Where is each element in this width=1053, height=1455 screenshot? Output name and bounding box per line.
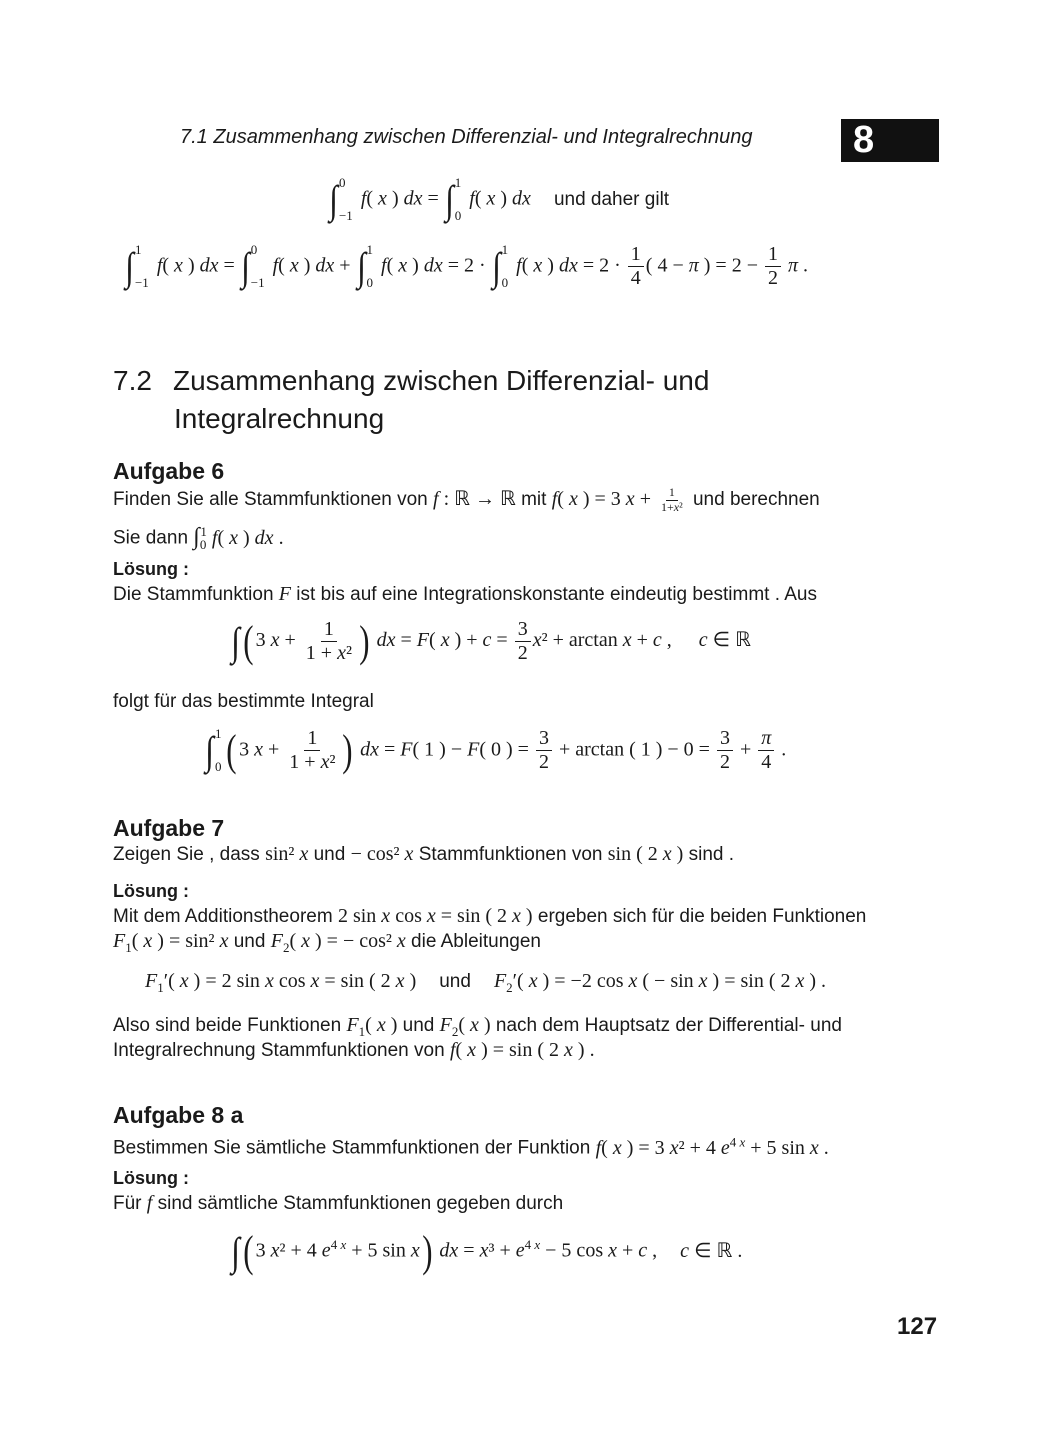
und-daher-gilt: und daher gilt bbox=[553, 188, 670, 210]
aufgabe-6-loesung-text: Die Stammfunktion F ist bis auf eine Integrationskonstante eindeutig bestimmt . Aus bbox=[113, 583, 817, 605]
aufgabe-6-heading: Aufgabe 6 bbox=[113, 458, 225, 484]
equation-und: und bbox=[439, 971, 471, 992]
aufgabe-7-loesung-line1: Mit dem Additionstheorem 2 sin x cos x = sin ( 2 x ) ergeben sich für die beiden Funktionen bbox=[113, 905, 867, 927]
aufgabe-6-loesung-label: Lösung : bbox=[113, 559, 189, 579]
aufgabe-6-text-line1: Finden Sie alle Stammfunktionen von f : ℝ → ℝ mit f( x ) = 3 x + $\frac{1}{\text{1+x²}}$ und berechnen bbox=[113, 485, 820, 514]
aufgabe-7-loesung-line2: $F_1$( x ) = sin² x und $F_2$( x ) = − cos² x die Ableitungen bbox=[113, 930, 541, 955]
section-title-line2: Integralrechnung bbox=[174, 403, 385, 434]
aufgabe-7-heading: Aufgabe 7 bbox=[113, 815, 225, 841]
section-heading bbox=[113, 362, 709, 438]
equation-symmetry: ∫ 0 −1 f( x ) dx = ∫ 1 0 f( x ) dx und daher gilt bbox=[329, 175, 670, 223]
aufgabe-7-text: Zeigen Sie , dass sin² x und − cos² x Stammfunktionen von sin ( 2 x ) sind . bbox=[113, 843, 735, 865]
aufgabe-8a-heading: Aufgabe 8 a bbox=[113, 1102, 244, 1128]
aufgabe-8a-text: Bestimmen Sie sämtliche Stammfunktionen der Funktion f( x ) = 3 x² + 4 $e^{4 x} + 5$ sin x . bbox=[113, 1134, 829, 1159]
aufgabe-7-loesung-line4: Integralrechnung Stammfunktionen von f( x ) = sin ( 2 x ) . bbox=[113, 1039, 595, 1061]
equation-derivatives-7: $F_1'$( x ) = 2 sin x cos x = sin ( 2 x ) und $F_2'$( x ) = −2 cos x ( − sin x ) = sin ( 2 x ) . bbox=[145, 970, 827, 995]
page-number: 127 bbox=[897, 1313, 938, 1340]
aufgabe-7-loesung-line3: Also sind beide Funktionen $F_1$( x ) und $F_2$( x ) nach dem Hauptsatz der Differential- und bbox=[113, 1014, 842, 1039]
aufgabe-8a-loesung-label: Lösung : bbox=[113, 1168, 189, 1188]
equation-result-7-1: ∫ 1 −1 f( x ) dx = ∫ 0 −1 f( x ) dx + ∫ 1 0 f( x ) dx = 2 · ∫ 1 0 f( x ) dx = 2 · $\frac{1}{4}$ ( 4 − π ) = 2 − $\frac{1}{2}$ π . bbox=[125, 242, 809, 290]
aufgabe-6-text-line2: Sie dann $\int_0^1$ f( x ) dx . bbox=[113, 523, 284, 552]
section-number: 7.2 bbox=[113, 365, 152, 396]
aufgabe-7-loesung-label: Lösung : bbox=[113, 881, 189, 901]
section-title-line1: Zusammenhang zwischen Differenzial- und bbox=[173, 365, 710, 396]
equation-definite-6: ∫ 1 0 ( 3 x + $\frac{1}{\text{1 + x²}}$ ) dx = F( 1 ) − F( 0 ) = $\frac{3}{2}$ + arctan ( 1 ) − 0 = $\frac{3}{2}$ + $\frac{\pi}{4}$ . bbox=[205, 725, 787, 775]
aufgabe-8a-loesung-line1: Für f sind sämtliche Stammfunktionen gegeben durch bbox=[113, 1192, 564, 1214]
equation-antiderivative-8a: ∫( 3 x² + 4 $e^{4 x} + 5$ sin x) dx = $x^3 + e^{4 x} - 5$ cos x + c , c ∈ ℝ . bbox=[231, 1227, 743, 1276]
equation-antiderivative-6: ∫( 3 x + $\frac{1}{\text{1 + x²}}$ ) dx = F( x ) + c = $\frac{3}{2}$ x² + arctan x + c , c ∈ ℝ bbox=[231, 616, 751, 666]
chapter-badge bbox=[841, 119, 939, 162]
running-title: 7.1 Zusammenhang zwischen Differenzial- und Integralrechnung bbox=[180, 126, 753, 148]
chapter-number: 8 bbox=[853, 119, 875, 161]
aufgabe-6-folgt: folgt für das bestimmte Integral bbox=[113, 691, 374, 712]
